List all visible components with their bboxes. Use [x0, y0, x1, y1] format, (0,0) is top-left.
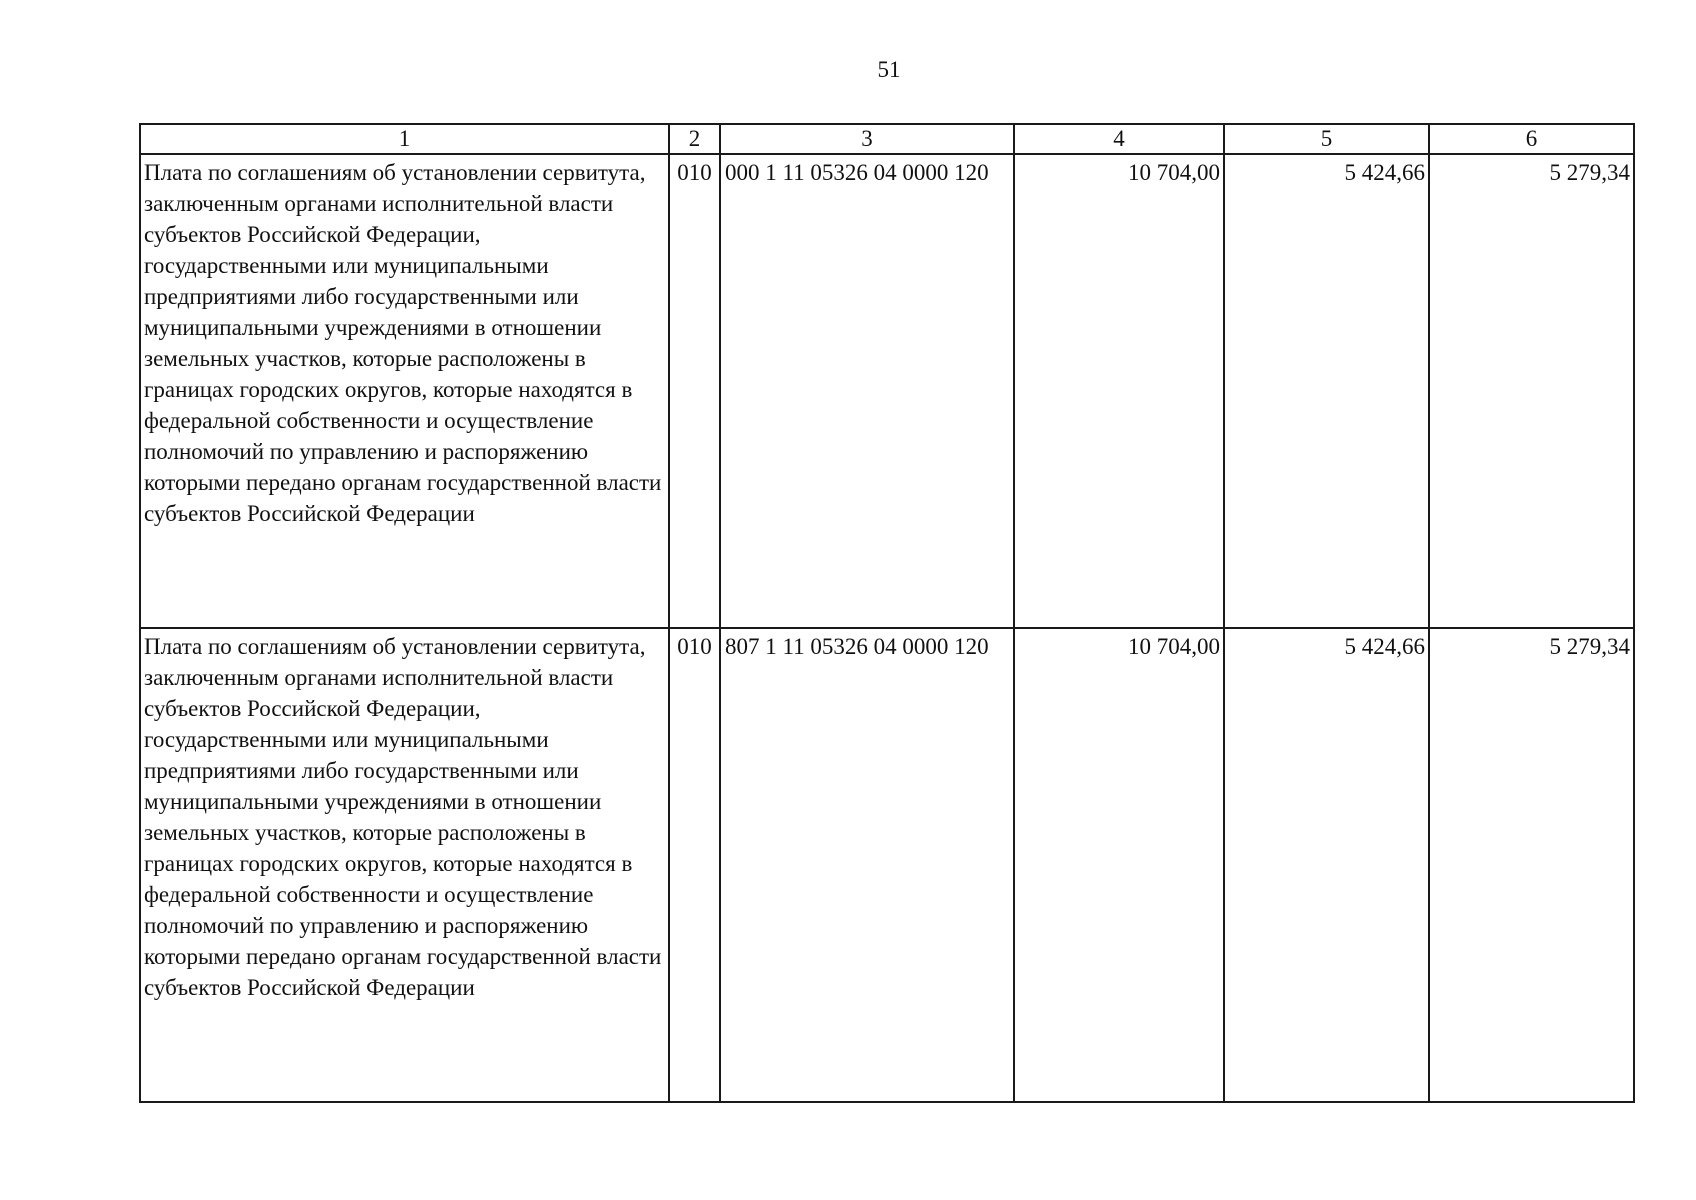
table-header-row	[140, 124, 1634, 154]
table-row	[140, 628, 1634, 1102]
amount-cell-col6: 5 279,34	[1429, 628, 1634, 1102]
amount-cell-col6: 5 279,34	[1429, 154, 1634, 628]
amount-cell-col4: 10 704,00	[1014, 154, 1224, 628]
amount-cell-col5: 5 424,66	[1224, 154, 1429, 628]
column-header: 4	[1014, 124, 1224, 154]
row-name-cell: Плата по соглашениям об установлении сервитута, заключенным органами исполнительной власти субъектов Российской Федерации, государственными или муниципальными предприятиями либо государственными или муниципальными учреждениями в отношении земельных участков, которые расположены в границах городских округов, которые находятся в федеральной собственности и осуществление полномочий по управлению и распоряжению которыми передано органам государственной власти субъектов Российской Федерации	[140, 628, 669, 1102]
admin-code-cell: 010	[669, 154, 720, 628]
budget-code-cell: 000 1 11 05326 04 0000 120	[720, 154, 1014, 628]
row-name-cell: Плата по соглашениям об установлении сервитута, заключенным органами исполнительной власти субъектов Российской Федерации, государственными или муниципальными предприятиями либо государственными или муниципальными учреждениями в отношении земельных участков, которые расположены в границах городских округов, которые находятся в федеральной собственности и осуществление полномочий по управлению и распоряжению которыми передано органам государственной власти субъектов Российской Федерации	[140, 154, 669, 628]
column-header: 1	[140, 124, 669, 154]
amount-cell-col5: 5 424,66	[1224, 628, 1429, 1102]
column-header: 2	[669, 124, 720, 154]
admin-code-cell: 010	[669, 628, 720, 1102]
column-header: 3	[720, 124, 1014, 154]
budget-code-cell: 807 1 11 05326 04 0000 120	[720, 628, 1014, 1102]
page-number: 51	[877, 57, 901, 82]
column-header: 5	[1224, 124, 1429, 154]
budget-table	[139, 123, 1635, 1103]
table-row	[140, 154, 1634, 628]
amount-cell-col4: 10 704,00	[1014, 628, 1224, 1102]
column-header: 6	[1429, 124, 1634, 154]
